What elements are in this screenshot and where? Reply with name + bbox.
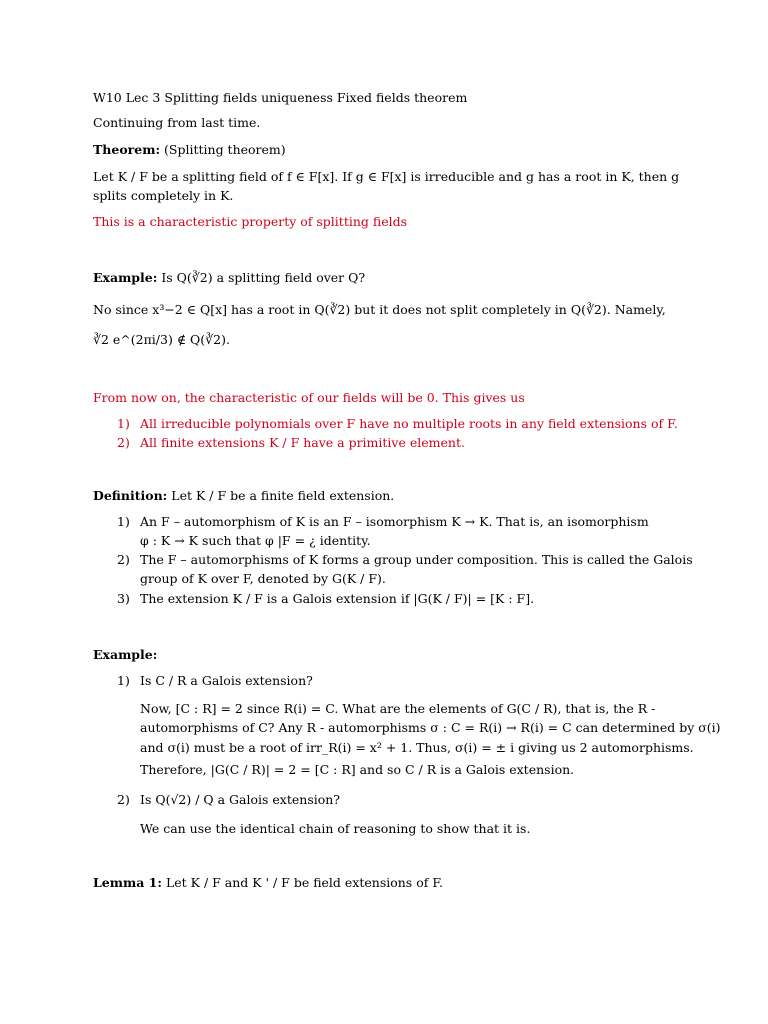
list-number: 3) bbox=[117, 591, 130, 606]
page-title: W10 Lec 3 Splitting fields uniqueness Fixed fields theorem bbox=[93, 90, 468, 105]
example-2-answer-line: Now, [C : R] = 2 since R(i) = C. What are the elements of G(C / R), that is, the R - bbox=[140, 701, 656, 716]
list-number: 2) bbox=[117, 435, 130, 450]
theorem-line-1: Let K / F be a splitting field of f ∈ F[x]. If g ∈ F[x] is irreducible and g has a root in K, then g bbox=[93, 169, 680, 184]
list-text: The extension K / F is a Galois extension if |G(K / F)| = [K : F]. bbox=[140, 591, 535, 606]
theorem-label: Theorem: bbox=[93, 142, 161, 157]
red-note: This is a characteristic property of splitting fields bbox=[93, 214, 408, 229]
list-text: All irreducible polynomials over F have no multiple roots in any field extensions of F. bbox=[140, 416, 678, 431]
red-list-item bbox=[117, 433, 465, 452]
list-number: 2) bbox=[117, 552, 130, 567]
example-1-text: Is Q(∛2) a splitting field over Q? bbox=[161, 270, 366, 285]
definition-label: Definition: bbox=[93, 488, 168, 503]
list-number: 2) bbox=[117, 792, 130, 807]
example-2-item bbox=[117, 790, 340, 809]
theorem-heading bbox=[93, 140, 693, 159]
example-1-label: Example: bbox=[93, 270, 158, 285]
intro-text: Continuing from last time. bbox=[93, 115, 261, 130]
example-1-answer-2: ∛2 e^(2πi/3) ∉ Q(∛2). bbox=[93, 332, 230, 347]
list-number: 1) bbox=[117, 673, 130, 688]
lemma-heading bbox=[93, 873, 693, 892]
example-2-label: Example: bbox=[93, 647, 158, 662]
definition-item bbox=[117, 550, 693, 569]
list-text: The F – automorphisms of K forms a group under composition. This is called the Galois bbox=[140, 552, 693, 567]
theorem-line-2: splits completely in K. bbox=[93, 188, 234, 203]
red-list-item bbox=[117, 414, 678, 433]
list-number: 1) bbox=[117, 514, 130, 529]
definition-item bbox=[117, 512, 649, 531]
example-2-answer-line: automorphisms of C? Any R - automorphisms σ : C = R(i) → R(i) = C can determined by σ(i) bbox=[140, 720, 721, 735]
red-intro: From now on, the characteristic of our fields will be 0. This gives us bbox=[93, 390, 525, 405]
definition-item bbox=[117, 589, 534, 608]
list-text: Is C / R a Galois extension? bbox=[140, 673, 313, 688]
example-2-answer-line: and σ(i) must be a root of irr_R(i) = x² + 1. Thus, σ(i) = ± i giving us 2 automorphisms. bbox=[140, 740, 694, 755]
list-text: An F – automorphism of K is an F – isomorphism K → K. That is, an isomorphism bbox=[140, 514, 649, 529]
list-text: All finite extensions K / F have a primitive element. bbox=[140, 435, 465, 450]
lemma-label: Lemma 1: bbox=[93, 875, 162, 890]
example-1-answer-1: No since x³−2 ∈ Q[x] has a root in Q(∛2) but it does not split completely in Q(∛2). Namely, bbox=[93, 302, 666, 317]
list-number: 1) bbox=[117, 416, 130, 431]
definition-item-continuation: φ : K → K such that φ |F = ¿ identity. bbox=[140, 533, 371, 548]
definition-item-continuation: group of K over F, denoted by G(K / F). bbox=[140, 571, 386, 586]
example-2-item bbox=[117, 671, 313, 690]
example-2-answer-line: We can use the identical chain of reasoning to show that it is. bbox=[140, 821, 531, 836]
lemma-text: Let K / F and K ' / F be field extensions of F. bbox=[165, 875, 444, 890]
definition-text: Let K / F be a finite field extension. bbox=[171, 488, 395, 503]
example-2-answer-line: Therefore, |G(C / R)| = 2 = [C : R] and so C / R is a Galois extension. bbox=[140, 762, 575, 777]
list-text: Is Q(√2) / Q a Galois extension? bbox=[140, 792, 341, 807]
theorem-name: (Splitting theorem) bbox=[164, 142, 286, 157]
definition-heading bbox=[93, 486, 693, 505]
example-1-question bbox=[93, 268, 693, 287]
